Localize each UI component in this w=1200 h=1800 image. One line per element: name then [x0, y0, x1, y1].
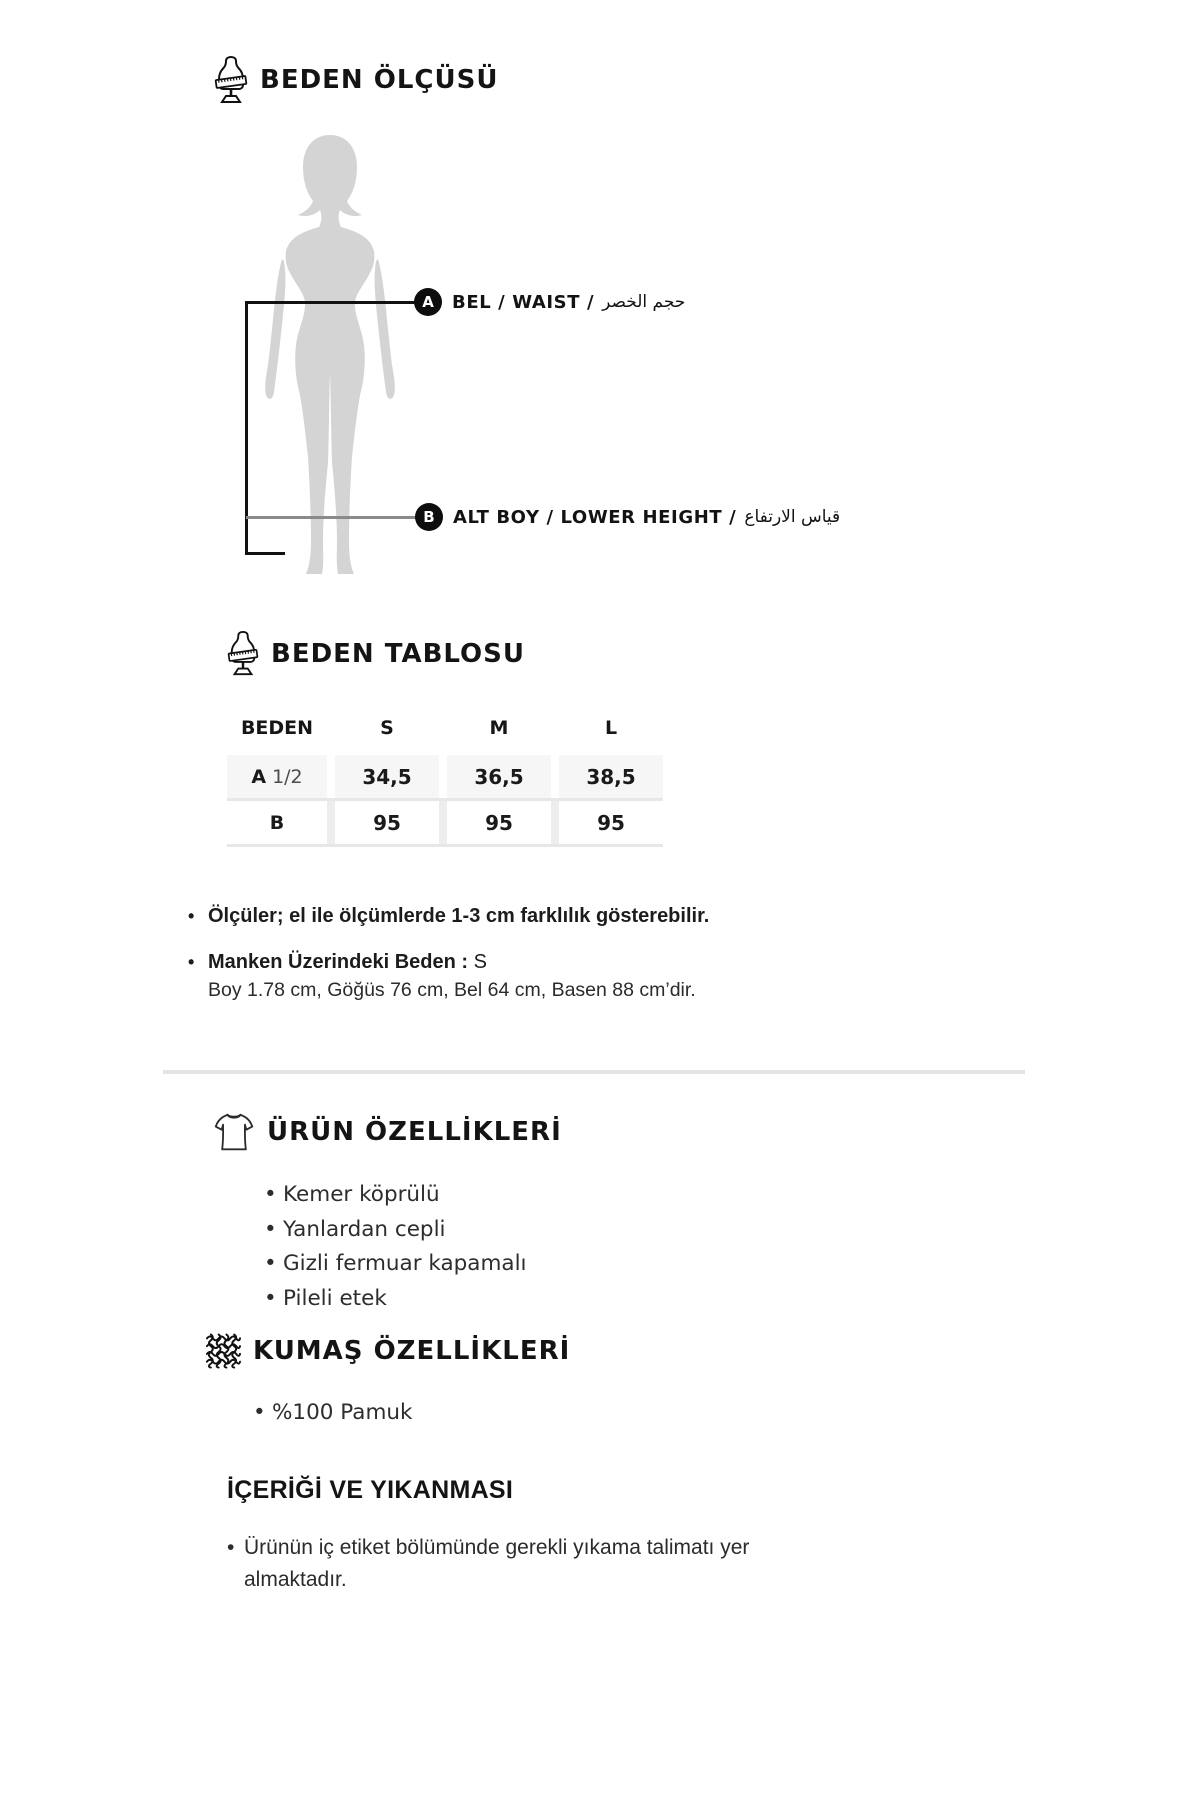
marker-a-badge: A	[414, 288, 442, 316]
list-item: • Kemer köprülü	[264, 1178, 527, 1213]
product-features-heading	[213, 1109, 562, 1155]
size-value-cell: 95	[447, 801, 551, 844]
fabric-weave-icon	[206, 1333, 241, 1369]
product-features-title: ÜRÜN ÖZELLİKLERİ	[267, 1117, 562, 1147]
waist-measure-line	[246, 301, 416, 304]
waist-label-arabic: حجم الخصر	[602, 292, 686, 312]
table-row	[227, 755, 663, 801]
size-table	[227, 708, 663, 847]
size-table-col-header: M	[489, 717, 509, 739]
list-item: • Gizli fermuar kapamalı	[264, 1247, 527, 1282]
lower-height-label	[453, 503, 840, 531]
size-table-title: BEDEN TABLOSU	[271, 638, 525, 669]
size-value-cell: 95	[559, 801, 663, 844]
waist-label-latin: BEL / WAIST /	[452, 291, 595, 313]
lower-height-label-arabic: قياس الارتفاع	[744, 507, 841, 527]
waist-label	[452, 288, 685, 316]
mannequin-icon	[214, 55, 248, 105]
care-instruction: • Ürünün iç etiket bölümünde gerekli yıkama talimatı yer almaktadır.	[227, 1532, 847, 1596]
bracket-foot-line	[245, 552, 285, 555]
size-value-cell: 36,5	[447, 755, 551, 798]
fabric-features-title: KUMAŞ ÖZELLİKLERİ	[253, 1336, 571, 1366]
mannequin-icon	[227, 630, 259, 677]
marker-b-badge: B	[415, 503, 443, 531]
fabric-features-list	[253, 1396, 413, 1431]
size-table-header-row	[227, 708, 663, 748]
row-label-cell: A 1/2	[227, 755, 327, 798]
size-table-col-header: BEDEN	[240, 717, 314, 739]
size-value-cell: 95	[335, 801, 439, 844]
care-heading: İÇERİĞİ VE YIKANMASI	[227, 1476, 514, 1504]
fabric-features-heading	[206, 1333, 570, 1369]
section-divider	[163, 1070, 1025, 1074]
product-features-list	[264, 1178, 527, 1316]
size-table-col-header: L	[604, 717, 618, 739]
list-item: • Pileli etek	[264, 1282, 527, 1317]
note-tolerance: • Ölçüler; el ile ölçümlerde 1-3 cm farklılık gösterebilir.	[188, 905, 948, 928]
list-item: • %100 Pamuk	[253, 1396, 413, 1431]
size-value-cell: 38,5	[559, 755, 663, 798]
size-guide-heading	[214, 55, 498, 105]
measurement-notes	[188, 905, 948, 1002]
body-silhouette	[258, 133, 406, 578]
tshirt-icon	[213, 1109, 255, 1155]
size-value-cell: 34,5	[335, 755, 439, 798]
list-item: • Yanlardan cepli	[264, 1213, 527, 1248]
size-table-col-header: S	[380, 717, 394, 739]
size-table-heading	[227, 630, 525, 677]
care-list	[227, 1532, 847, 1596]
note-model-measurements: Boy 1.78 cm, Göğüs 76 cm, Bel 64 cm, Basen 88 cm’dir.	[208, 979, 696, 1001]
row-label-cell: B	[227, 801, 327, 844]
note-model-size: • Manken Üzerindeki Beden : S	[188, 951, 948, 974]
lower-height-label-latin: ALT BOY / LOWER HEIGHT /	[453, 506, 737, 528]
size-guide-title: BEDEN ÖLÇÜSÜ	[260, 65, 499, 95]
table-row	[227, 801, 663, 847]
lower-height-measure-line	[246, 516, 418, 519]
